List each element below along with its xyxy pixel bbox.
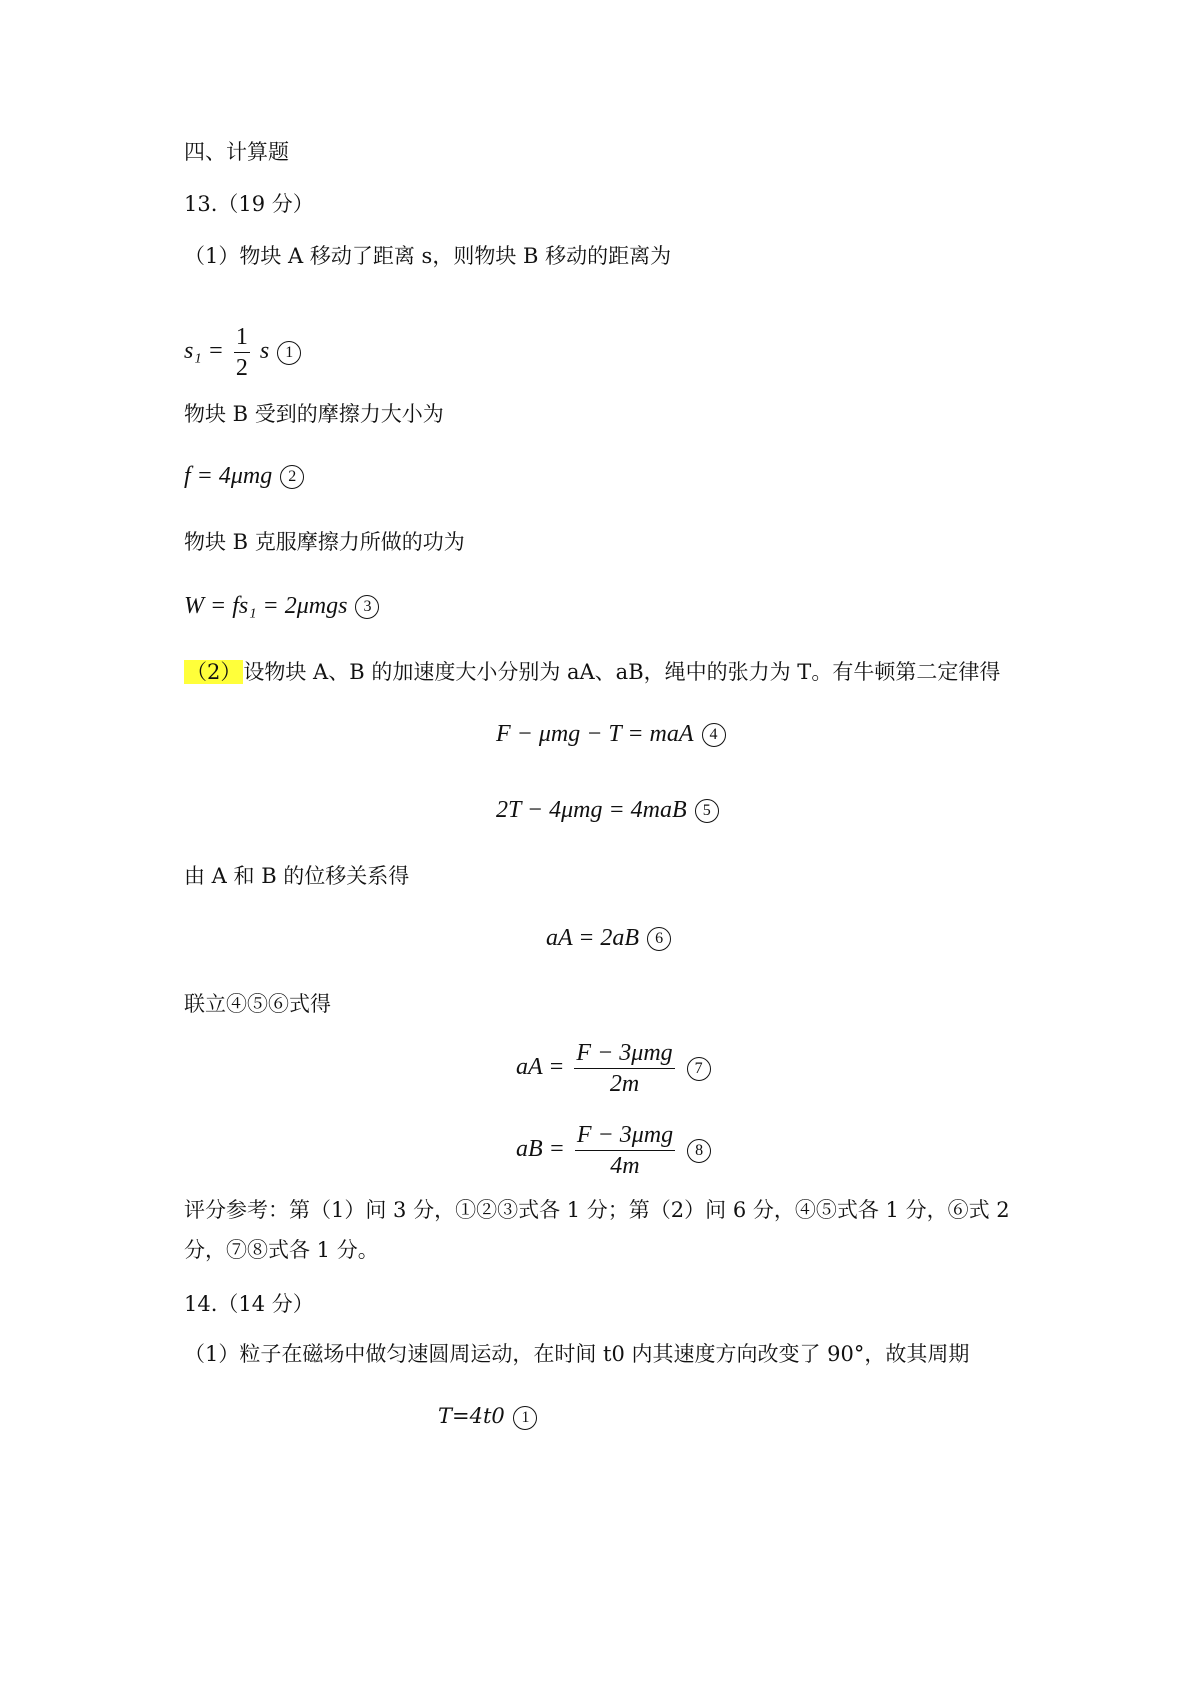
q13-scoring-line-1: 评分参考：第（1）问 3 分，①②③式各 1 分；第（2）问 6 分，④⑤式各 1 分，⑥式 2 [184,1198,1010,1222]
q13-displacement-text: 由 A 和 B 的位移关系得 [184,864,410,888]
eq2-expr: f = 4μmg [184,463,273,489]
eq-number-7: 7 [687,1057,711,1081]
q13-combine-text: 联立④⑤⑥式得 [184,992,331,1016]
q13-eq8 [516,1120,711,1181]
eq1-rhs: s [259,338,270,365]
eq8-numerator: F − 3μmg [575,1120,675,1151]
q13-eq6 [546,924,671,952]
eq1-numerator: 1 [234,322,250,353]
q14-header: 14.（14 分） [184,1292,314,1316]
part2-text: 设物块 A、B 的加速度大小分别为 aA、aB，绳中的张力为 T。有牛顿第二定律得 [243,660,1001,684]
eq-number-8: 8 [687,1139,711,1163]
part2-highlighted-label: （2） [186,660,242,684]
q13-friction-text: 物块 B 受到的摩擦力大小为 [184,402,444,426]
eq-number-3: 3 [355,595,379,619]
q13-eq3 [184,592,379,620]
eq8-denominator: 4m [610,1153,640,1179]
eq7-denominator: 2m [609,1071,640,1097]
eq7-fraction [574,1038,674,1099]
q14-eq-number-1: 1 [513,1406,537,1430]
q13-eq7 [516,1038,711,1099]
eq4-expr: F − μmg − T = maA [496,721,694,747]
q13-scoring-line-2: 分，⑦⑧式各 1 分。 [184,1238,379,1262]
q14-eq1 [438,1402,537,1430]
eq3-expr: W = fs₁ = 2μmgs [184,593,348,619]
eq-number-1: 1 [277,341,301,365]
eq7-lhs: aA = [516,1054,565,1081]
q13-part1-intro: （1）物块 A 移动了距离 s，则物块 B 移动的距离为 [184,244,672,268]
q13-eq5 [496,796,719,824]
q14-part1-text: （1）粒子在磁场中做匀速圆周运动，在时间 t0 内其速度方向改变了 90°，故其周期 [184,1342,970,1366]
q13-eq4 [496,720,726,748]
q13-eq1 [184,322,301,383]
eq6-expr: aA = 2aB [546,925,640,951]
eq-number-5: 5 [695,799,719,823]
eq1-lhs: s₁ = [184,338,224,365]
eq1-fraction [234,322,250,383]
q13-eq2 [184,462,304,490]
eq7-numerator: F − 3μmg [574,1038,674,1069]
eq8-fraction [575,1120,675,1181]
q13-part2 [184,658,1000,686]
eq1-denominator: 2 [235,355,248,381]
q13-work-text: 物块 B 克服摩擦力所做的功为 [184,530,465,554]
q13-header: 13.（19 分） [184,192,314,216]
eq-number-2: 2 [280,465,304,489]
eq-number-6: 6 [647,927,671,951]
eq5-expr: 2T − 4μmg = 4maB [496,797,687,823]
q14-eq1-expr: T=4t0 [438,1404,505,1428]
eq-number-4: 4 [702,723,726,747]
section-title: 四、计算题 [184,140,289,164]
eq8-lhs: aB = [516,1136,565,1163]
